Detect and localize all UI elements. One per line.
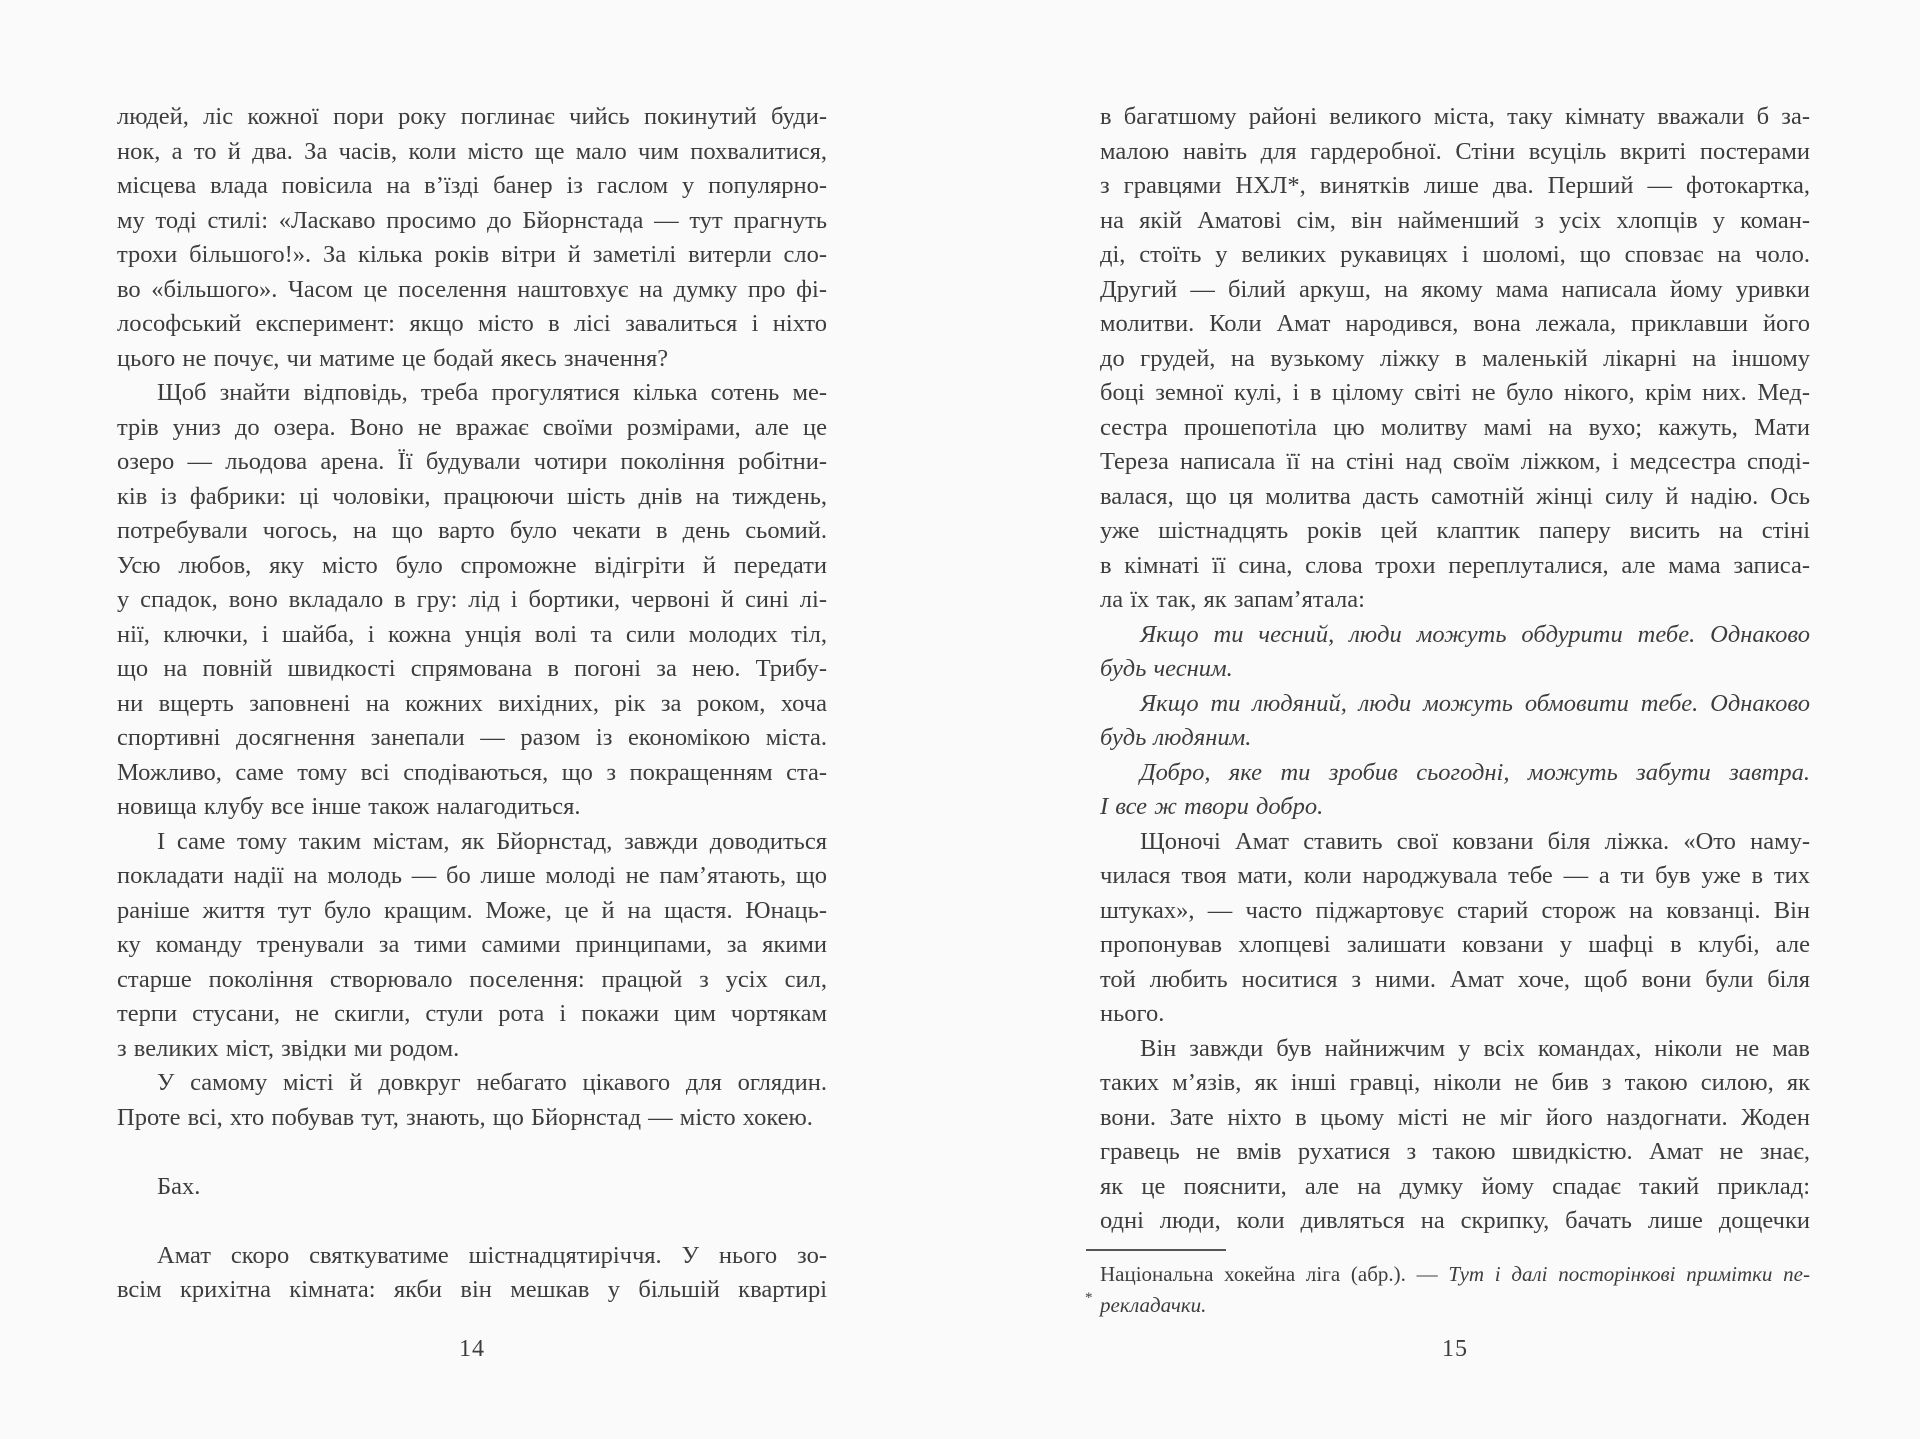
- text-line: Якщо ти чесний, люди можуть обдурити тебе. Однаково: [1140, 620, 1810, 648]
- footnote-line: [1100, 1259, 1810, 1290]
- text-line: во «більшого». Часом це поселення наштовхує на думку про фі-: [117, 275, 827, 303]
- text-line: той любить носитися з ними. Амат хоче, щоб вони були біля: [1100, 965, 1810, 993]
- footnote: [1085, 1249, 1810, 1321]
- text-line: му тоді стилі: «Ласкаво просимо до Бйорнстада — тут прагнуть: [117, 206, 827, 234]
- text-line: як це пояснити, але на думку йому спадає такий приклад:: [1100, 1172, 1810, 1200]
- right-page-column: [1085, 100, 1810, 1321]
- text-line: Він завжди був найнижчим у всіх командах, ніколи не мав: [1140, 1034, 1810, 1062]
- text-line: потребували чогось, на що варто було чекати в день сьомий.: [117, 517, 827, 544]
- text-line: У самому місті й довкруг небагато цікавого для оглядин.: [157, 1069, 827, 1096]
- text-line: Тереза написала її на стіні над своїм ліжком, і медсестра споді-: [1100, 448, 1810, 475]
- text-line: що на повній швидкості спрямована в погоні за нею. Трибу-: [117, 655, 827, 682]
- footnote-line: рекладачки.: [1100, 1292, 1207, 1317]
- text-line: малою навіть для гардеробної. Стіни всуціль вкриті постерами: [1100, 137, 1810, 165]
- text-line: ді, стоїть у великих рукавицях і шоломі, що сповзає на чоло.: [1100, 241, 1810, 268]
- text-line: спортивні досягнення занепали — разом із економікою міста.: [117, 724, 827, 751]
- footnote-asterisk: *: [1085, 1289, 1093, 1306]
- text-line: у спадок, воно вкладало в гру: лід і бортики, червоні й сині лі-: [117, 586, 827, 613]
- text-line: нок, а то й два. За часів, коли місто ще мало чим похвалитися,: [117, 137, 827, 165]
- paragraph-spacer: [117, 1135, 827, 1170]
- text-line: озеро — льодова арена. Її будували чотири покоління робітни-: [117, 448, 827, 475]
- text-line: ла їх так, як запам’ятала:: [1100, 586, 1365, 613]
- text-line: І все ж твори добро.: [1100, 793, 1324, 820]
- text-line: Другий — білий аркуш, на якому мама написала йому уривки: [1100, 275, 1810, 303]
- text-line: Усю любов, яку місто було спроможне відігріти й передати: [117, 551, 827, 579]
- text-line: пропонував хлопцеві залишати ковзани у шафці в клубі, але: [1100, 931, 1810, 958]
- right-page: [960, 0, 1920, 1439]
- text-line: І саме тому таким містам, як Бйорнстад, завжди доводиться: [157, 827, 827, 855]
- footnote-divider: [1086, 1249, 1226, 1251]
- text-line: в багатшому районі великого міста, таку кімнату вважали б за-: [1100, 103, 1810, 130]
- text-line: таких м’язів, як інші гравці, ніколи не бив з такою силою, як: [1100, 1069, 1810, 1096]
- footnote-text-normal: Національна хокейна ліга (абр.). —: [1100, 1261, 1449, 1286]
- text-line: Проте всі, хто побував тут, знають, що Бйорнстад — місто хокею.: [117, 1103, 813, 1131]
- text-line: штуках», — часто піджартовує старий сторож на ковзанці. Він: [1100, 896, 1810, 924]
- text-line: будь людяним.: [1100, 724, 1252, 751]
- text-line: старше покоління створювало поселення: працюй з усіх сил,: [117, 965, 827, 993]
- text-line: будь чесним.: [1100, 655, 1233, 682]
- left-page-column: [117, 100, 827, 1308]
- text-line: в кімнаті її сина, слова трохи переплуталися, але мама записа-: [1100, 551, 1810, 579]
- text-line: одні люди, коли дивляться на скрипку, бачать лише дощечки: [1100, 1207, 1810, 1234]
- text-line: валася, що ця молитва дасть самотній жінці силу й надію. Ось: [1100, 482, 1810, 510]
- text-line: з гравцями НХЛ*, винятків лише два. Перший — фотокартка,: [1100, 172, 1810, 199]
- text-line: ни вщерть заповнені на кожних вихідних, рік за роком, хоча: [117, 689, 827, 717]
- text-line: Щоночі Амат ставить свої ковзани біля ліжка. «Ото наму-: [1140, 827, 1810, 855]
- text-line: боці земної кулі, і в цілому світі не було нікого, крім них. Мед-: [1100, 379, 1810, 406]
- text-line: з великих міст, звідки ми родом.: [117, 1034, 460, 1062]
- text-line: всім крихітна кімната: якби він мешкав у більшій квартирі: [117, 1276, 827, 1303]
- text-line: Добро, яке ти зробив сьогодні, можуть забути завтра.: [1140, 758, 1810, 786]
- text-line: чилася твоя мати, коли народжувала тебе — а ти був уже в тих: [1100, 862, 1810, 889]
- text-line: гравець не вмів рухатися з такою швидкістю. Амат не знає,: [1100, 1138, 1810, 1165]
- left-page-number: 14: [459, 1336, 485, 1362]
- text-line: лософський експеримент: якщо місто в лісі завалиться і ніхто: [117, 310, 827, 337]
- paragraph-spacer: [117, 1204, 827, 1239]
- text-line: сестра прошепотіла цю молитву мамі на вухо; кажуть, Мати: [1100, 413, 1810, 441]
- text-line: до грудей, на вузькому ліжку в маленькій лікарні на іншому: [1100, 344, 1810, 372]
- text-line: вони. Зате ніхто в цьому місті не міг його наздогнати. Жоден: [1100, 1103, 1810, 1131]
- text-line: Бах.: [157, 1172, 201, 1200]
- text-line: цього не почує, чи матиме це бодай якесь значення?: [117, 344, 669, 372]
- text-line: уже шістнадцять років цей клаптик паперу висить на стіні: [1100, 517, 1810, 544]
- text-line: раніше життя тут було кращим. Може, це й на щастя. Юнаць-: [117, 896, 827, 924]
- text-line: нії, ключки, і шайба, і кожна унція волі та сили молодих тіл,: [117, 620, 827, 648]
- footnote-text-italic: Тут і далі посторінкові примітки пе-: [1448, 1261, 1810, 1286]
- text-line: молитви. Коли Амат народився, вона лежала, приклавши його: [1100, 310, 1810, 337]
- right-page-number: 15: [1442, 1336, 1468, 1362]
- text-line: покладати надії на молодь — бо лише молоді не пам’ятають, що: [117, 862, 827, 889]
- text-line: Амат скоро святкуватиме шістнадцятиріччя. У нього зо-: [157, 1241, 827, 1269]
- text-line: ків із фабрики: ці чоловіки, працюючи шість днів на тиждень,: [117, 482, 827, 510]
- text-line: місцева влада повісила на в’їзді банер із гаслом у популярно-: [117, 172, 827, 199]
- text-line: Якщо ти людяний, люди можуть обмовити тебе. Однаково: [1140, 689, 1810, 717]
- text-line: трохи більшого!». За кілька років вітри й заметілі витерли сло-: [117, 241, 827, 268]
- text-line: терпи стусани, не скигли, стули рота і покажи цим чортякам: [117, 1000, 827, 1027]
- text-line: нього.: [1100, 1000, 1165, 1027]
- text-line: Щоб знайти відповідь, треба прогулятися кілька сотень ме-: [157, 379, 827, 406]
- text-line: на якій Аматові сім, він найменший з усіх хлопців у коман-: [1100, 206, 1810, 234]
- text-line: Можливо, саме тому всі сподіваються, що з покращенням ста-: [117, 758, 827, 786]
- text-line: трів униз до озера. Воно не вражає своїми розмірами, але це: [117, 413, 827, 441]
- text-line: ку команду тренували за тими самими принципами, за якими: [117, 931, 827, 958]
- text-line: новища клубу все інше також налагодиться.: [117, 793, 581, 820]
- text-line: людей, ліс кожної пори року поглинає чийсь покинутий буди-: [117, 103, 827, 130]
